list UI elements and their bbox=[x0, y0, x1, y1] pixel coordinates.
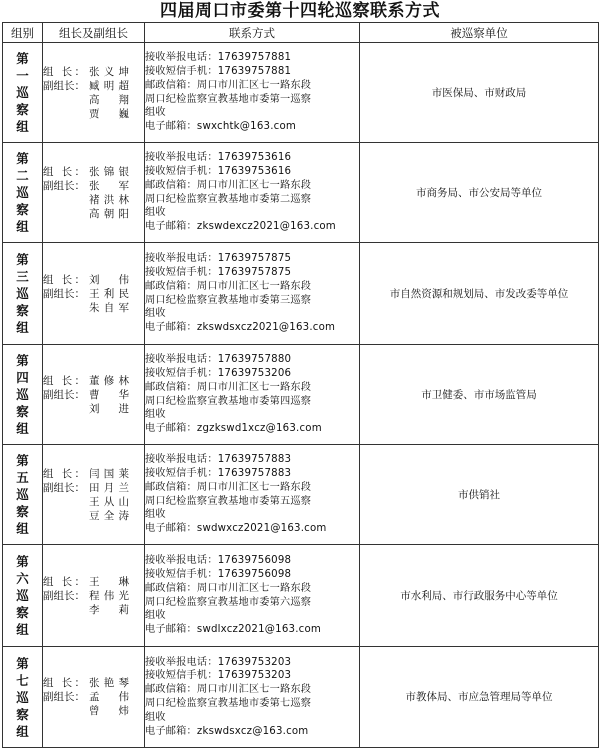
header-units: 被巡察单位 bbox=[360, 23, 599, 43]
header-group: 组别 bbox=[3, 23, 43, 43]
mailbox-line-1: 邮政信箱：周口市川汇区七一路东段 bbox=[145, 582, 312, 594]
inspected-units-cell bbox=[360, 545, 599, 647]
leader-label: 组 长： bbox=[43, 467, 85, 480]
header-leaders: 组长及副组长 bbox=[43, 23, 145, 43]
group-name-cell bbox=[3, 345, 43, 445]
deputy-label: 副组长： bbox=[43, 79, 85, 92]
inspected-units: 市水利局、市行政服务中心等单位 bbox=[400, 589, 558, 602]
mailbox-line-1: 邮政信箱：周口市川汇区七一路东段 bbox=[145, 79, 312, 91]
inspected-units-cell bbox=[360, 647, 599, 748]
leader-name: 张艳琴 bbox=[89, 677, 129, 689]
inspected-units: 市医保局、市财政局 bbox=[431, 86, 527, 99]
group-name: 第一巡察组 bbox=[16, 51, 29, 134]
table-body bbox=[3, 43, 599, 748]
inspected-units-cell bbox=[360, 43, 599, 143]
mailbox-line-1: 邮政信箱：周口市川汇区七一路东段 bbox=[145, 381, 312, 393]
contact-cell bbox=[145, 243, 360, 345]
leaders-cell bbox=[43, 545, 145, 647]
contact-cell bbox=[145, 545, 360, 647]
deputy-name: 豆全涛 bbox=[89, 509, 129, 522]
leader-name: 张锦银 bbox=[89, 165, 129, 178]
deputy-name: 朱自军 bbox=[89, 301, 129, 314]
contact-cell bbox=[145, 143, 360, 243]
mailbox-line-3: 组收 bbox=[145, 610, 166, 622]
deputy-name: 刘 进 bbox=[89, 402, 129, 415]
email-text: 电子邮箱：zkswdsxcz@163.com bbox=[145, 725, 309, 737]
mailbox-line-1: 邮政信箱：周口市川汇区七一路东段 bbox=[145, 179, 312, 191]
hotline-text: 接收举报电话：17639757875 bbox=[145, 253, 292, 265]
hotline-text: 接收举报电话：17639753203 bbox=[145, 656, 292, 668]
contact-cell bbox=[145, 345, 360, 445]
group-name-cell bbox=[3, 243, 43, 345]
deputy-name: 孟 伟 bbox=[89, 691, 129, 703]
sms-text: 接收短信手机：17639757875 bbox=[145, 266, 292, 278]
hotline-text: 接收举报电话：17639756098 bbox=[145, 555, 292, 567]
contact-cell bbox=[145, 43, 360, 143]
hotline-text: 接收举报电话：17639757881 bbox=[145, 52, 292, 64]
table-row bbox=[3, 345, 599, 445]
deputy-label: 副组长： bbox=[43, 481, 85, 494]
email-text: 电子邮箱：swdwxcz2021@163.com bbox=[145, 523, 327, 535]
deputy-name: 曹 华 bbox=[89, 388, 129, 401]
deputy-name: 曾 炜 bbox=[89, 705, 129, 717]
inspected-units: 市自然资源和规划局、市发改委等单位 bbox=[389, 287, 569, 300]
hotline-text: 接收举报电话：17639753616 bbox=[145, 152, 292, 164]
mailbox-line-2: 周口纪检监察宣教基地市委第三巡察 bbox=[145, 294, 312, 306]
deputy-name: 高 翔 bbox=[89, 93, 129, 106]
deputy-name: 贾 巍 bbox=[89, 107, 129, 120]
leaders-cell bbox=[43, 445, 145, 545]
mailbox-line-1: 邮政信箱：周口市川汇区七一路东段 bbox=[145, 280, 312, 292]
email-text: 电子邮箱：zkswdexcz2021@163.com bbox=[145, 221, 336, 233]
contact-table bbox=[2, 22, 599, 748]
table-row bbox=[3, 43, 599, 143]
deputy-name: 褚洪林 bbox=[89, 193, 129, 206]
inspected-units: 市商务局、市公安局等单位 bbox=[416, 186, 542, 199]
table-row bbox=[3, 243, 599, 345]
table-header-row bbox=[3, 23, 599, 43]
group-name: 第二巡察组 bbox=[16, 151, 29, 234]
deputy-label: 副组长： bbox=[43, 691, 85, 703]
table-row bbox=[3, 647, 599, 748]
deputy-name: 田月兰 bbox=[89, 481, 129, 494]
group-name-cell bbox=[3, 143, 43, 243]
mailbox-line-2: 周口纪检监察宣教基地市委第一巡察 bbox=[145, 93, 312, 105]
sms-text: 接收短信手机：17639753203 bbox=[145, 670, 292, 682]
email-text: 电子邮箱：zkswdsxcz2021@163.com bbox=[145, 322, 336, 334]
mailbox-line-2: 周口纪检监察宣教基地市委第二巡察 bbox=[145, 193, 312, 205]
sms-text: 接收短信手机：17639753616 bbox=[145, 165, 292, 177]
inspected-units: 市教体局、市应急管理局等单位 bbox=[405, 691, 553, 703]
mailbox-line-1: 邮政信箱：周口市川汇区七一路东段 bbox=[145, 481, 312, 493]
hotline-text: 接收举报电话：17639757883 bbox=[145, 454, 292, 466]
deputy-label: 副组长： bbox=[43, 589, 85, 602]
deputy-label: 副组长： bbox=[43, 388, 85, 401]
leader-name: 张义坤 bbox=[89, 65, 129, 78]
group-name: 第七巡察组 bbox=[16, 655, 29, 739]
deputy-name: 王从山 bbox=[89, 495, 129, 508]
sms-text: 接收短信手机：17639753206 bbox=[145, 367, 292, 379]
deputy-name: 臧明超 bbox=[89, 79, 129, 92]
group-name-cell bbox=[3, 445, 43, 545]
inspected-units-cell bbox=[360, 143, 599, 243]
group-name: 第五巡察组 bbox=[16, 453, 29, 536]
sms-text: 接收短信手机：17639757881 bbox=[145, 65, 292, 77]
leader-name: 刘 伟 bbox=[89, 273, 129, 286]
inspected-units: 市供销社 bbox=[458, 488, 500, 501]
leaders-cell bbox=[43, 345, 145, 445]
leaders-cell bbox=[43, 647, 145, 748]
leaders-cell bbox=[43, 243, 145, 345]
header-contact: 联系方式 bbox=[145, 23, 360, 43]
inspected-units-cell bbox=[360, 243, 599, 345]
deputy-label: 副组长： bbox=[43, 287, 85, 300]
email-text: 电子邮箱：swdlxcz2021@163.com bbox=[145, 624, 322, 636]
contact-cell bbox=[145, 445, 360, 545]
leader-label: 组 长： bbox=[43, 677, 85, 689]
deputy-name: 王利民 bbox=[89, 287, 129, 300]
leader-label: 组 长： bbox=[43, 575, 85, 588]
leader-label: 组 长： bbox=[43, 165, 85, 178]
deputy-name: 高朝阳 bbox=[89, 207, 129, 220]
table-row bbox=[3, 143, 599, 243]
leaders-cell bbox=[43, 43, 145, 143]
sms-text: 接收短信手机：17639757883 bbox=[145, 467, 292, 479]
leader-label: 组 长： bbox=[43, 273, 85, 286]
group-name-cell bbox=[3, 43, 43, 143]
deputy-name: 张 军 bbox=[89, 179, 129, 192]
group-name: 第四巡察组 bbox=[16, 353, 29, 436]
leader-label: 组 长： bbox=[43, 374, 85, 387]
deputy-name: 程伟光 bbox=[89, 589, 129, 602]
email-text: 电子邮箱：zgzkswd1xcz@163.com bbox=[145, 423, 322, 435]
document-title: 四届周口市委第十四轮巡察联系方式 bbox=[160, 1, 440, 21]
mailbox-line-1: 邮政信箱：周口市川汇区七一路东段 bbox=[145, 684, 312, 696]
leader-name: 董修林 bbox=[89, 374, 129, 387]
email-text: 电子邮箱：swxchtk@163.com bbox=[145, 121, 297, 133]
group-name: 第六巡察组 bbox=[16, 554, 29, 637]
deputy-label: 副组长： bbox=[43, 179, 85, 192]
group-name: 第三巡察组 bbox=[16, 252, 29, 335]
mailbox-line-3: 组收 bbox=[145, 711, 166, 723]
mailbox-line-2: 周口纪检监察宣教基地市委第五巡察 bbox=[145, 495, 312, 507]
inspected-units: 市卫健委、市市场监管局 bbox=[421, 388, 537, 401]
deputy-name: 李 莉 bbox=[89, 603, 129, 616]
inspected-units-cell bbox=[360, 445, 599, 545]
mailbox-line-2: 周口纪检监察宣教基地市委第七巡察 bbox=[145, 698, 312, 709]
leader-name: 王 琳 bbox=[89, 575, 129, 588]
hotline-text: 接收举报电话：17639757880 bbox=[145, 354, 292, 366]
leader-name: 闫国莱 bbox=[89, 467, 129, 480]
inspected-units-cell bbox=[360, 345, 599, 445]
table-row bbox=[3, 445, 599, 545]
group-name-cell bbox=[3, 545, 43, 647]
leader-label: 组 长： bbox=[43, 65, 85, 78]
mailbox-line-3: 组收 bbox=[145, 409, 166, 421]
mailbox-line-3: 组收 bbox=[145, 308, 166, 320]
group-name-cell bbox=[3, 647, 43, 748]
contact-cell bbox=[145, 647, 360, 748]
table-row bbox=[3, 545, 599, 647]
leaders-cell bbox=[43, 143, 145, 243]
mailbox-line-2: 周口纪检监察宣教基地市委第四巡察 bbox=[145, 395, 312, 407]
sms-text: 接收短信手机：17639756098 bbox=[145, 568, 292, 580]
mailbox-line-3: 组收 bbox=[145, 509, 166, 521]
mailbox-line-3: 组收 bbox=[145, 107, 166, 119]
mailbox-line-2: 周口纪检监察宣教基地市委第六巡察 bbox=[145, 596, 312, 608]
mailbox-line-3: 组收 bbox=[145, 207, 166, 219]
